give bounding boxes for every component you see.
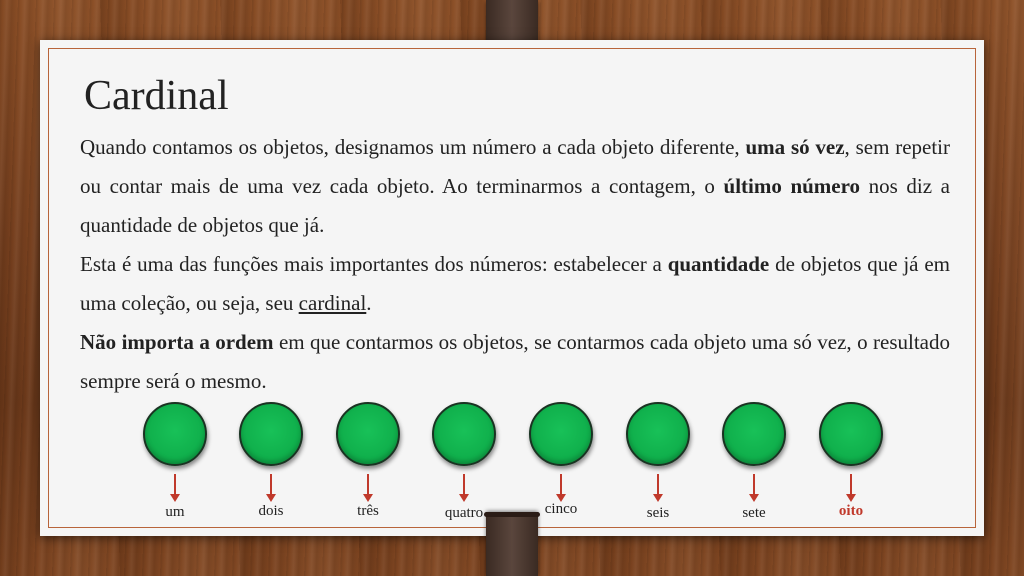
paragraph-quantity: Esta é uma das funções mais importantes dos números: estabelecer a quantidade de objetos que já em uma coleção, ou seja, seu cardinal.: [80, 252, 950, 315]
counting-ball: [626, 402, 690, 466]
number-label: oito: [838, 503, 864, 519]
number-label: seis: [646, 505, 670, 521]
down-arrow-icon: [174, 474, 176, 496]
down-arrow-icon: [753, 474, 755, 496]
counting-ball: [722, 402, 786, 466]
number-label: cinco: [544, 501, 578, 517]
down-arrow-icon: [367, 474, 369, 496]
bold-quantidade: quantidade: [667, 252, 770, 276]
counting-ball: [432, 402, 496, 466]
slide-body: [80, 128, 950, 401]
counting-ball: [336, 402, 400, 466]
underline-cardinal: cardinal: [298, 291, 367, 315]
down-arrow-icon: [850, 474, 852, 496]
number-label: dois: [258, 503, 284, 519]
counting-ball: [143, 402, 207, 466]
bold-nao-importa-a-ordem: Não importa a ordem: [80, 330, 274, 354]
down-arrow-icon: [657, 474, 659, 496]
down-arrow-icon: [560, 474, 562, 496]
bold-uma-so-vez: uma só vez: [745, 135, 845, 159]
paragraph-order: Não importa a ordem em que contarmos os objetos, se contarmos cada objeto uma só vez, o resultado sempre será o mesmo.: [80, 330, 950, 393]
counting-ball: [819, 402, 883, 466]
bold-ultimo-numero: último número: [723, 174, 861, 198]
counting-ball: [529, 402, 593, 466]
number-label: quatro: [444, 505, 484, 521]
bottom-strap: [486, 512, 538, 576]
down-arrow-icon: [270, 474, 272, 496]
paragraph-counting: Quando contamos os objetos, designamos um número a cada objeto diferente, uma só vez, sem repetir ou contar mais de uma vez cada objeto. Ao terminarmos a contagem, o último número nos diz a quantidade de objetos que já.: [80, 135, 950, 237]
counting-ball: [239, 402, 303, 466]
down-arrow-icon: [463, 474, 465, 496]
number-label: três: [357, 503, 379, 519]
number-label: um: [165, 504, 185, 520]
number-label: sete: [742, 505, 766, 521]
slide-title: Cardinal: [84, 73, 229, 119]
